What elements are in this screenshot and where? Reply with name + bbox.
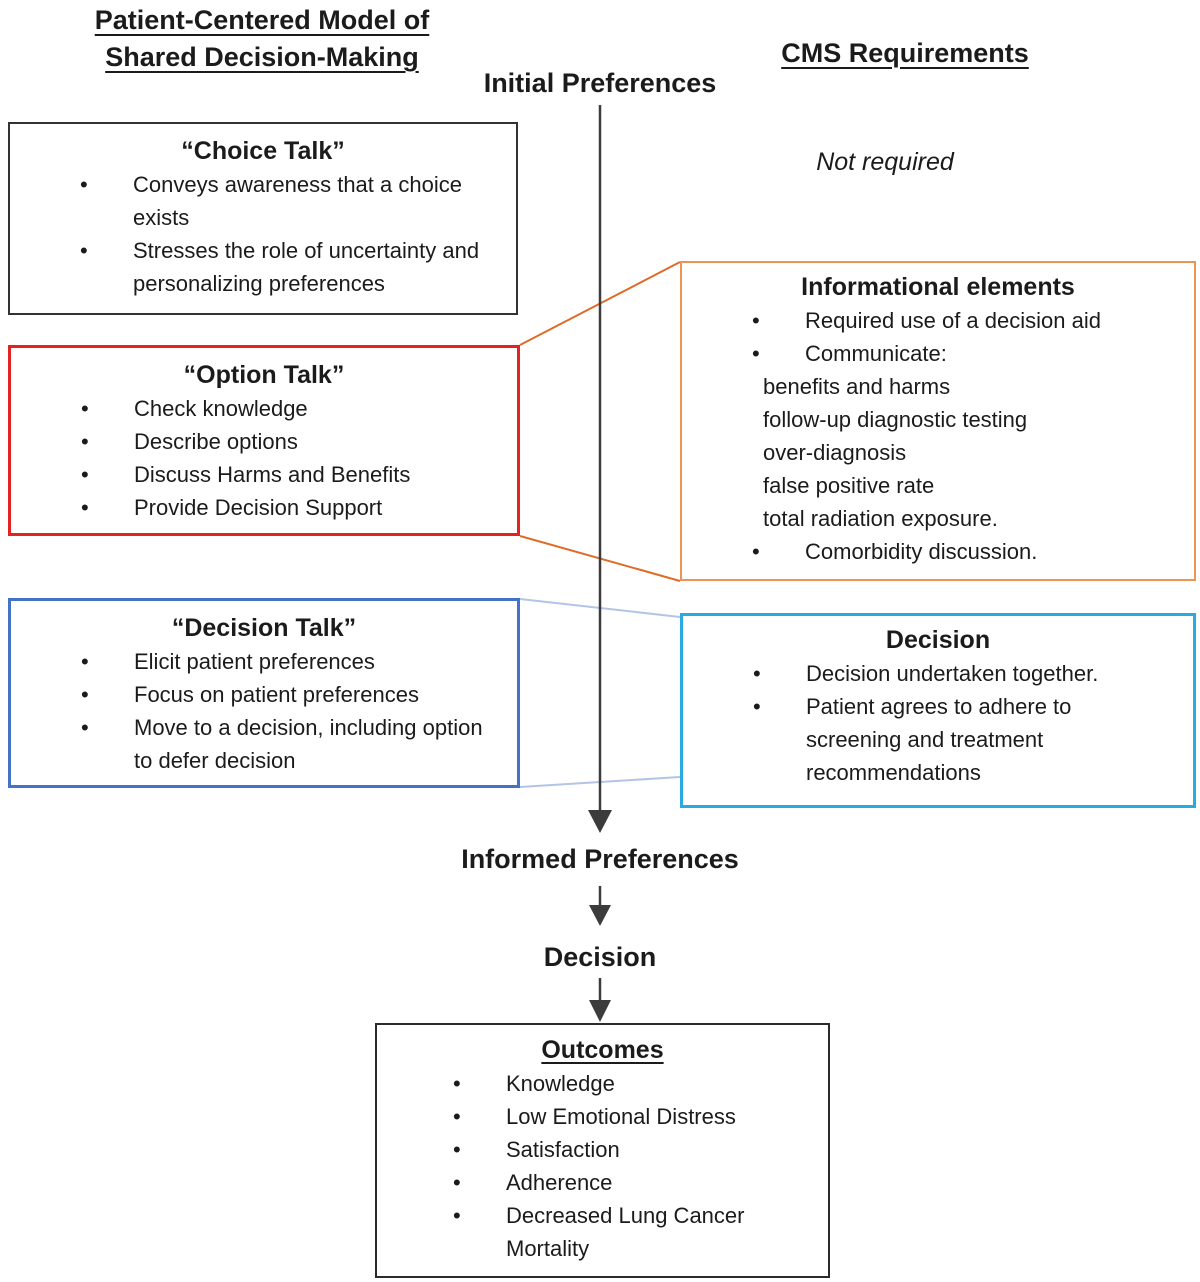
- list-item: [11, 711, 517, 777]
- outcomes-box: [375, 1023, 830, 1278]
- list-item-text: Check knowledge: [134, 396, 308, 421]
- list-item-text: Describe options: [134, 429, 298, 454]
- bullet-icon: •: [752, 341, 760, 366]
- list-item: [10, 168, 516, 234]
- bullet-icon: •: [453, 1071, 461, 1096]
- list-item-text: Low Emotional Distress: [506, 1104, 736, 1129]
- bullet-icon: •: [752, 308, 760, 333]
- bullet-icon: •: [453, 1104, 461, 1129]
- informational-elements-title: Informational elements: [801, 273, 1075, 301]
- bullet-icon: •: [453, 1170, 461, 1195]
- list-item: [11, 392, 517, 425]
- list-item: [11, 678, 517, 711]
- bullet-icon: •: [753, 694, 761, 719]
- list-item: [377, 1199, 828, 1265]
- bullet-icon: •: [81, 429, 89, 454]
- list-item-text: Patient agrees to adhere to screening and treatment recommendations: [806, 694, 1072, 785]
- list-item: [11, 458, 517, 491]
- bullet-icon: •: [81, 462, 89, 487]
- list-item-text: Discuss Harms and Benefits: [134, 462, 411, 487]
- cms-decision-box: [680, 613, 1196, 808]
- decision-flow-label: Decision: [543, 942, 657, 972]
- list-item: [377, 1100, 828, 1133]
- decision-talk-title: “Decision Talk”: [171, 614, 357, 642]
- arrowhead-icon: [589, 905, 611, 926]
- right-header-text: CMS Requirements: [781, 38, 1029, 68]
- bullet-icon: •: [753, 661, 761, 686]
- bullet-icon: •: [80, 238, 88, 263]
- bullet-icon: •: [81, 495, 89, 520]
- choice-talk-box: [8, 122, 518, 315]
- list-item: [11, 425, 517, 458]
- left-header-line1: Patient-Centered Model of: [94, 5, 430, 35]
- list-item-text: Satisfaction: [506, 1137, 620, 1162]
- left-header-line2: Shared Decision-Making: [105, 42, 419, 72]
- bullet-icon: •: [453, 1137, 461, 1162]
- not-required-label: Not required: [816, 148, 954, 176]
- option-talk-title: “Option Talk”: [183, 361, 345, 389]
- list-item: [682, 337, 1194, 370]
- list-item-text: Elicit patient preferences: [134, 649, 375, 674]
- list-item: [682, 304, 1194, 337]
- bullet-icon: •: [752, 539, 760, 564]
- bullet-icon: •: [453, 1203, 461, 1228]
- decision-talk-box: [8, 598, 520, 788]
- outcomes-title: Outcomes: [541, 1036, 664, 1064]
- list-item-text: Knowledge: [506, 1071, 615, 1096]
- list-item-text: Decreased Lung Cancer Mortality: [506, 1203, 745, 1261]
- list-item-text: Stresses the role of uncertainty and personalizing preferences: [133, 238, 480, 296]
- bullet-icon: •: [80, 172, 88, 197]
- bullet-icon: •: [81, 715, 89, 740]
- bullet-icon: •: [81, 396, 89, 421]
- communicate-item: benefits and harms: [763, 374, 951, 399]
- list-item-text: Required use of a decision aid: [805, 308, 1101, 333]
- communicate-item: over-diagnosis: [763, 440, 907, 465]
- list-item: [377, 1067, 828, 1100]
- informational-elements-box: [680, 261, 1196, 581]
- option-talk-box: [8, 345, 520, 536]
- informed-preferences-label: Informed Preferences: [461, 844, 739, 874]
- choice-talk-title: “Choice Talk”: [181, 137, 345, 165]
- list-item: [10, 234, 516, 300]
- list-item-text: Decision undertaken together.: [806, 661, 1099, 686]
- list-item: [683, 657, 1193, 690]
- list-item: [11, 645, 517, 678]
- list-item: [11, 491, 517, 524]
- communicate-item: follow-up diagnostic testing: [763, 407, 1028, 432]
- list-item-text: Move to a decision, including option to defer decision: [134, 715, 483, 773]
- list-item-text: Provide Decision Support: [134, 495, 383, 520]
- list-item-text: Focus on patient preferences: [134, 682, 419, 707]
- list-item-text: Conveys awareness that a choice exists: [133, 172, 462, 230]
- bullet-icon: •: [81, 682, 89, 707]
- list-item: [683, 690, 1193, 789]
- list-item-text: Comorbidity discussion.: [805, 539, 1038, 564]
- list-item: [377, 1133, 828, 1166]
- left-column-header: [0, 2, 524, 76]
- bullet-icon: •: [81, 649, 89, 674]
- list-item: [377, 1166, 828, 1199]
- arrowhead-icon: [588, 810, 612, 833]
- arrowhead-icon: [589, 1000, 611, 1022]
- initial-preferences-label: Initial Preferences: [483, 68, 717, 98]
- list-item-text: Communicate:: [805, 341, 947, 366]
- communicate-item: total radiation exposure.: [763, 506, 998, 531]
- list-item-text: Adherence: [506, 1170, 613, 1195]
- cms-decision-title: Decision: [885, 626, 991, 654]
- list-item: [682, 535, 1194, 568]
- communicate-item: false positive rate: [763, 473, 935, 498]
